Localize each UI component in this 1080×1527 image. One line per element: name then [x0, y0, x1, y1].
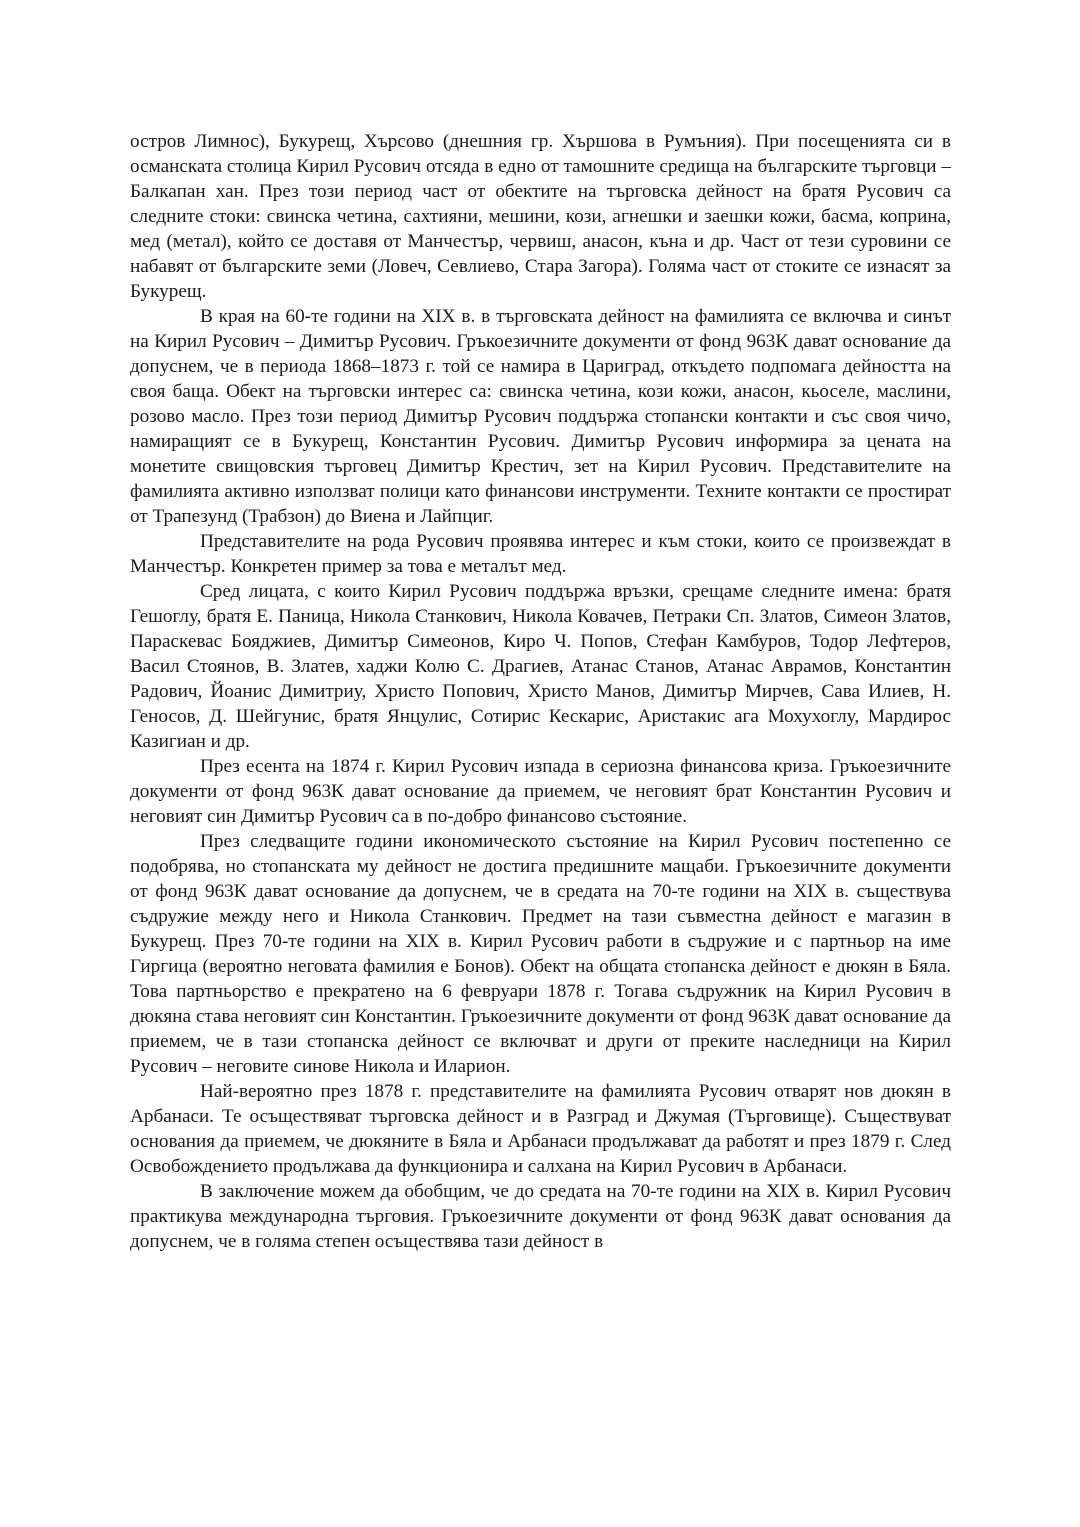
paragraph: През есента на 1874 г. Кирил Русович изпада в сериозна финансова криза. Гръкоезичните документи от фонд 963К дават основание да приемем, че неговият брат Константин Русович и неговият син Димитър Русович са в по-добро финансово състояние. — [130, 756, 951, 827]
paragraph: В заключение можем да обобщим, че до средата на 70-те години на XIX в. Кирил Русович практикува международна търговия. Гръкоезичните документи от фонд 963К дават основания да допуснем, че в голяма степен осъществява тази дейност в — [130, 1181, 951, 1252]
paragraph: Сред лицата, с които Кирил Русович поддържа връзки, срещаме следните имена: братя Гешоглу, братя Е. Паница, Никола Станкович, Никола Ковачев, Петраки Сп. Златов, Симеон Златов, Параскевас Бояджиев, Димитър Симеонов, Киро Ч. Попов, Стефан Камбуров, Тодор Лефтеров, Васил Стоянов, В. Златев, хаджи Колю С. Драгиев, Атанас Станов, Атанас Аврамов, Константин Радович, Йоанис Димитриу, Христо Попович, Христо Манов, Димитър Мирчев, Сава Илиев, Н. Геносов, Д. Шейгунис, братя Янцулис, Сотирис Кескарис, Аристакис ага Мохухоглу, Мардирос Казигиан и др. — [130, 581, 951, 752]
paragraph: През следващите години икономическото състояние на Кирил Русович постепенно се подобрява, но стопанската му дейност не достига предишните мащаби. Гръкоезичните документи от фонд 963К дават основание да допуснем, че в средата на 70-те години на XIX в. съществува съдружие между него и Никола Станкович. Предмет на тази съвместна дейност е магазин в Букурещ. През 70-те години на XIX в. Кирил Русович работи в съдружие и с партньор на име Гиргица (вероятно неговата фамилия е Бонов). Обект на общата стопанска дейност е дюкян в Бяла. Това партньорство е прекратено на 6 февруари 1878 г. Тогава съдружник на Кирил Русович в дюкяна става неговият син Константин. Гръкоезичните документи от фонд 963К дават основание да приемем, че в тази стопанска дейност се включват и други от преките наследници на Кирил Русович – неговите синове Никола и Иларион. — [130, 831, 951, 1077]
document-page — [130, 129, 951, 1254]
paragraph: Най-вероятно през 1878 г. представителите на фамилията Русович отварят нов дюкян в Арбанаси. Те осъществяват търговска дейност и в Разград и Джумая (Търговище). Съществуват основания да приемем, че дюкяните в Бяла и Арбанаси продължават да работят и през 1879 г. След Освобождението продължава да функционира и салхана на Кирил Русович в Арбанаси. — [130, 1081, 951, 1177]
paragraph: Представителите на рода Русович проявява интерес и към стоки, които се произвеждат в Манчестър. Конкретен пример за това е металът мед. — [130, 531, 951, 577]
paragraph: остров Лимнос), Букурещ, Хърсово (днешния гр. Хършова в Румъния). При посещенията си в османската столица Кирил Русович отсяда в едно от тамошните средища на българските търговци – Балкапан хан. През този период част от обектите на търговска дейност на братя Русович са следните стоки: свинска четина, сахтияни, мешини, кози, агнешки и заешки кожи, басма, коприна, мед (метал), който се доставя от Манчестър, червиш, анасон, къна и др. Част от тези суровини се набавят от българските земи (Ловеч, Севлиево, Стара Загора). Голяма част от стоките се изнасят за Букурещ. — [130, 131, 951, 302]
paragraph: В края на 60-те години на XIX в. в търговската дейност на фамилията се включва и синът на Кирил Русович – Димитър Русович. Гръкоезичните документи от фонд 963К дават основание да допуснем, че в периода 1868–1873 г. той се намира в Цариград, откъдето подпомага дейността на своя баща. Обект на търговски интерес са: свинска четина, кози кожи, анасон, кьоселе, маслини, розово масло. През този период Димитър Русович поддържа стопански контакти и със своя чичо, намиращият се в Букурещ, Константин Русович. Димитър Русович информира за цената на монетите свищовския търговец Димитър Крестич, зет на Кирил Русович. Представителите на фамилията активно използват полици като финансови инструменти. Техните контакти се простират от Трапезунд (Трабзон) до Виена и Лайпциг. — [130, 306, 951, 527]
